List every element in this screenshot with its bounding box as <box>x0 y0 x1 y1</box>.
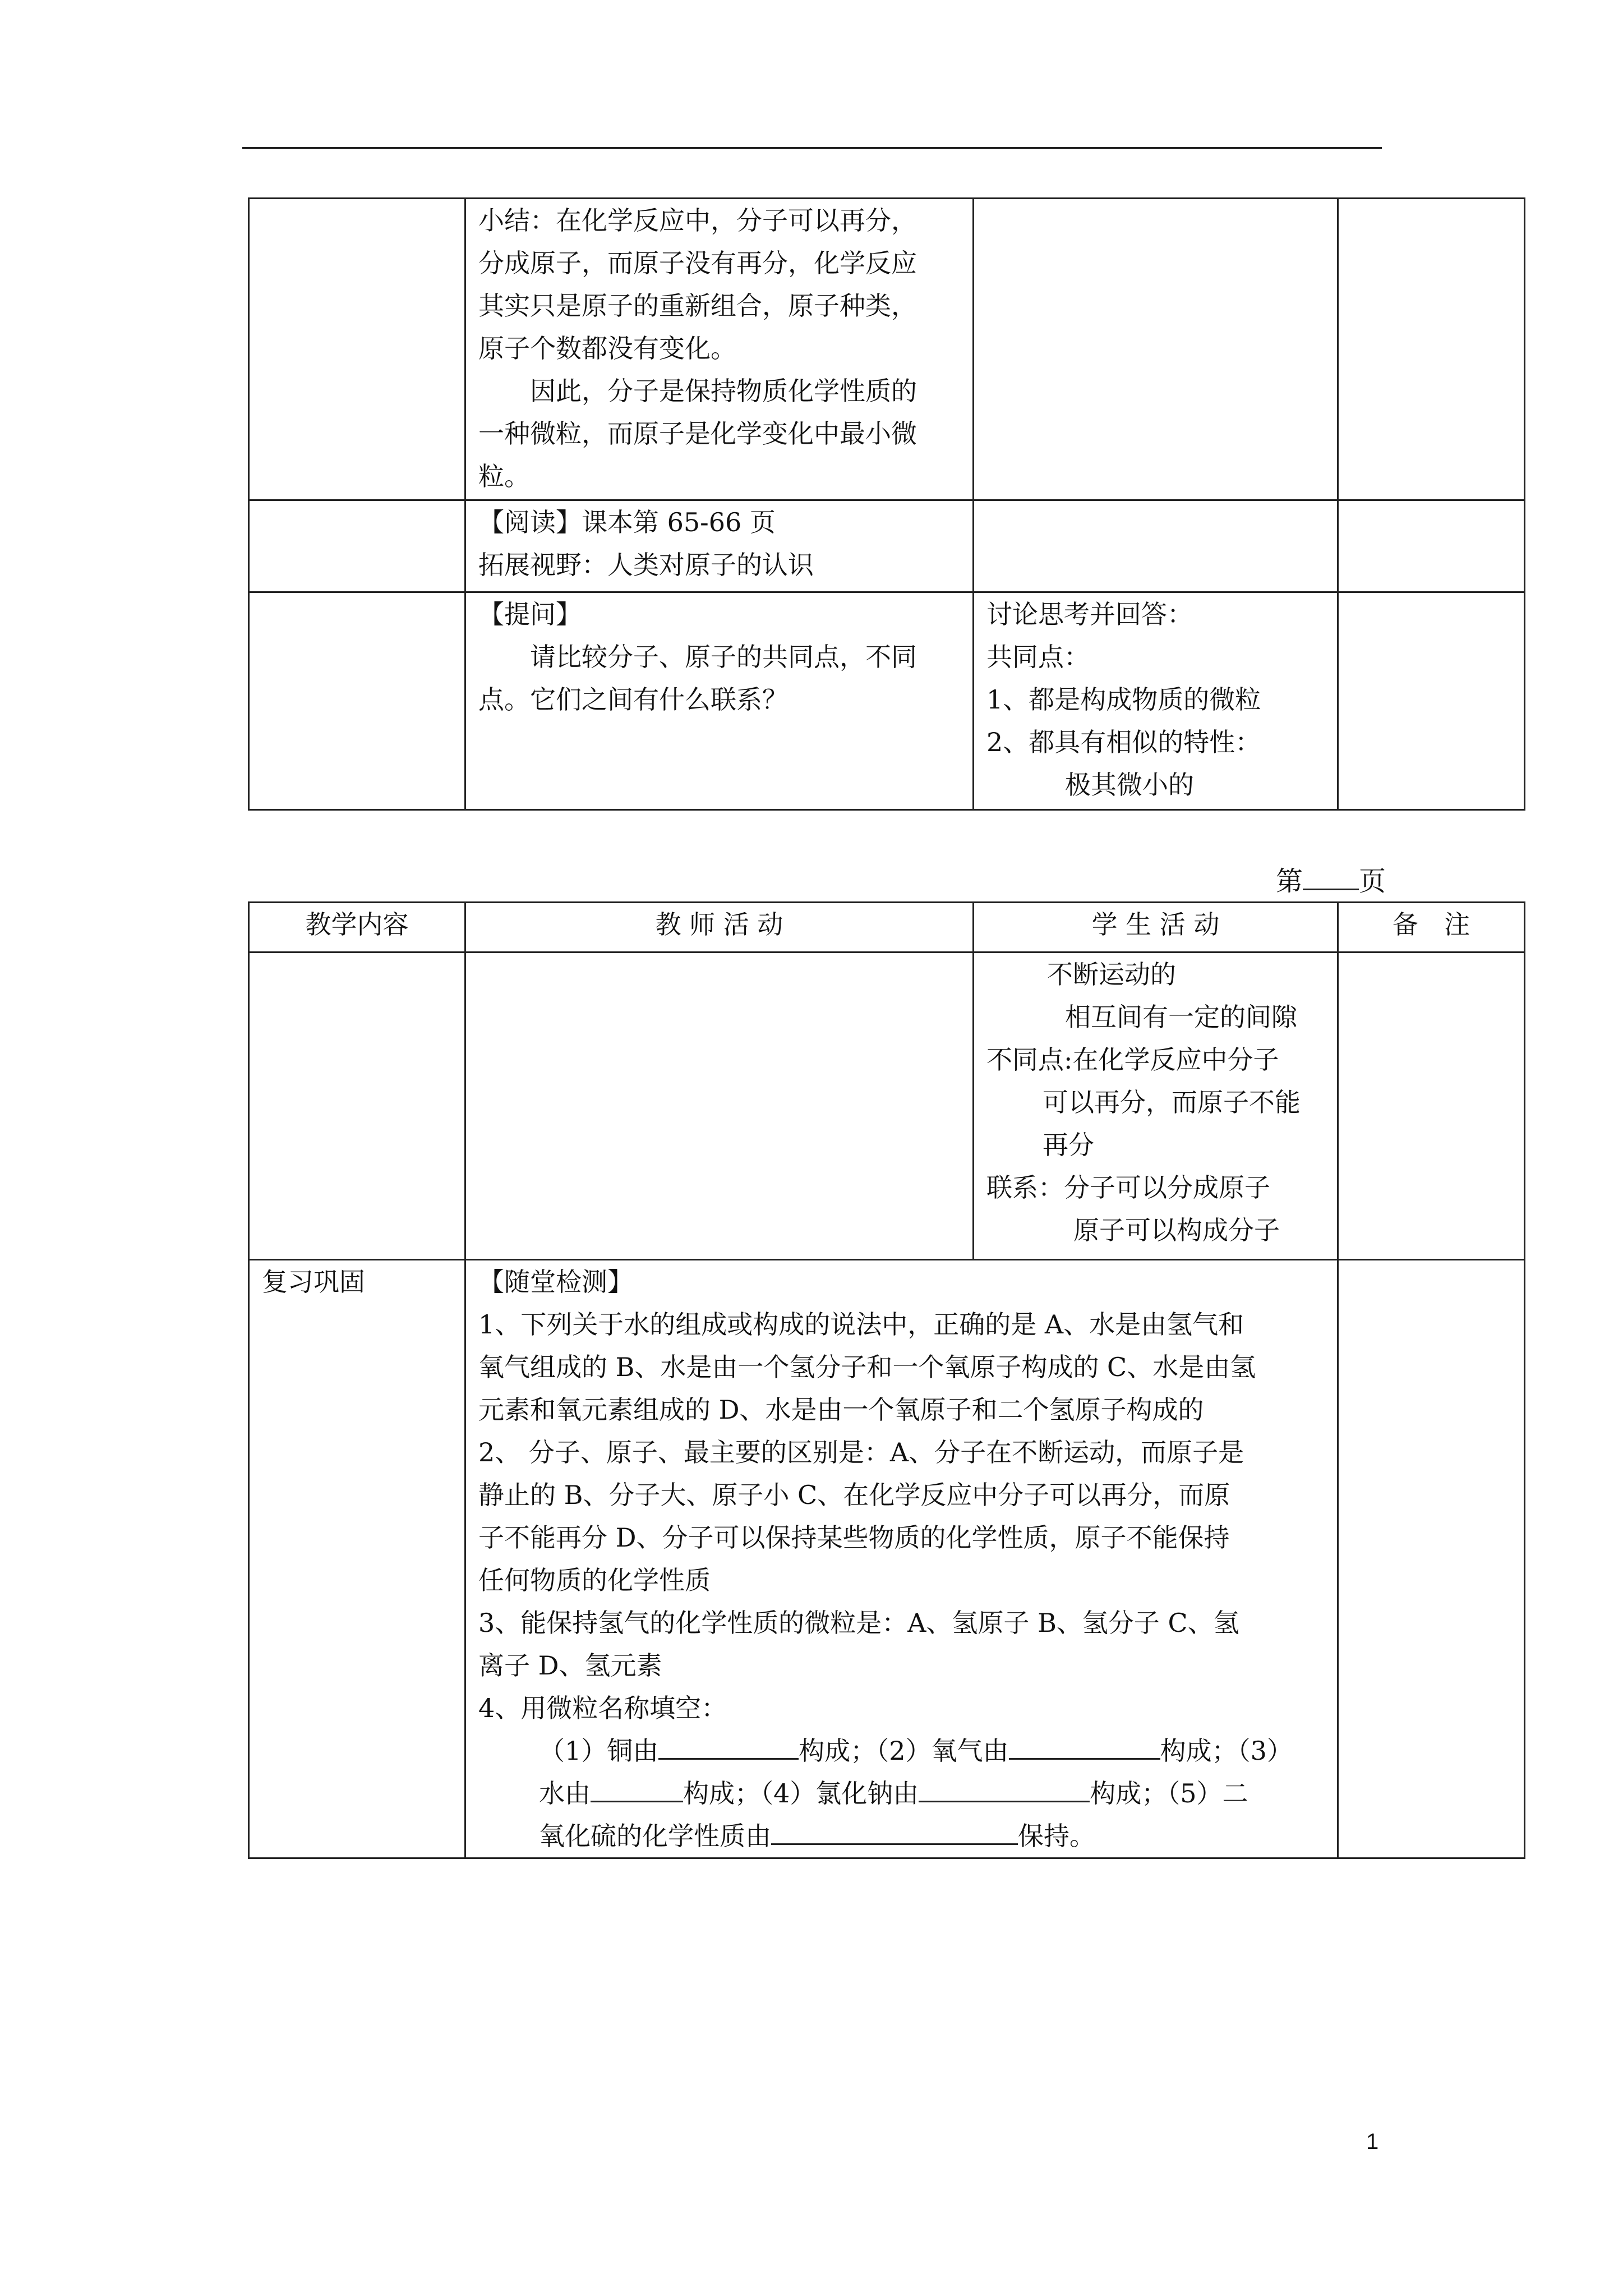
fill-line-2: 水由 构成；（4）氯化钠由 构成；（5）二 <box>539 1778 1248 1809</box>
fill-blank[interactable] <box>591 1778 683 1802</box>
table-row <box>249 199 1525 500</box>
header-teaching-content: 教学内容 <box>249 903 465 953</box>
header-rule <box>242 147 1382 149</box>
teacher-activity-cell: 小结：在化学反应中，分子可以再分， 分成原子，而原子没有再分，化学反应 其实只是原子的重新组合，原子种类， 原子个数都没有变化。 因此，分子是保持物质化学性质的 一种微粒，而原子是化学变化中最小微 粒。 <box>465 199 974 500</box>
lesson-table-continued <box>248 197 1525 811</box>
teacher-activity-cell <box>465 953 974 1260</box>
lesson-table <box>248 901 1525 1859</box>
content-cell <box>249 592 465 810</box>
content-cell <box>249 953 465 1260</box>
fill-blank[interactable] <box>658 1736 799 1760</box>
student-activity-cell: 不断运动的 相互间有一定的间隙 不同点:在化学反应中分子 可以再分，而原子不能 再分 联系：分子可以分成原子 原子可以构成分子 <box>974 953 1338 1260</box>
content-cell <box>249 199 465 500</box>
remarks-cell <box>1338 592 1525 810</box>
page-blank <box>1303 866 1359 890</box>
content-cell <box>249 500 465 592</box>
table-header-row <box>249 903 1525 953</box>
teacher-activity-cell: 【阅读】课本第 65-66 页 拓展视野：人类对原子的认识 <box>465 500 974 592</box>
header-teacher-activity: 教 师 活 动 <box>465 903 974 953</box>
table-row <box>249 953 1525 1260</box>
fill-blank[interactable] <box>771 1821 1018 1845</box>
remarks-cell <box>1338 199 1525 500</box>
page-label: 第 页 <box>1276 866 1386 897</box>
remarks-cell <box>1338 953 1525 1260</box>
header-remarks: 备 注 <box>1338 903 1525 953</box>
remarks-cell <box>1338 500 1525 592</box>
fill-line-3: 氧化硫的化学性质由 保持。 <box>539 1821 1095 1851</box>
remarks-cell <box>1338 1260 1525 1858</box>
table-row <box>249 500 1525 592</box>
fill-blank[interactable] <box>919 1778 1090 1802</box>
table-row <box>249 1260 1525 1858</box>
content-cell: 复习巩固 <box>249 1260 465 1858</box>
teacher-activity-cell: 【提问】 请比较分子、原子的共同点，不同 点。它们之间有什么联系？ <box>465 592 974 810</box>
table-row <box>249 592 1525 810</box>
student-activity-cell <box>974 199 1338 500</box>
student-activity-cell <box>974 500 1338 592</box>
student-activity-cell: 讨论思考并回答： 共同点： 1、都是构成物质的微粒 2、都具有相似的特性： 极其微小的 <box>974 592 1338 810</box>
page-number: 1 <box>1366 2129 1379 2154</box>
fill-line-1: （1）铜由 构成；（2）氧气由 构成；（3） <box>539 1736 1293 1766</box>
header-student-activity: 学 生 活 动 <box>974 903 1338 953</box>
fill-blank[interactable] <box>1009 1736 1160 1760</box>
teacher-activity-cell: 【随堂检测】 1、下列关于水的组成或构成的说法中，正确的是 A、水是由氢气和 氧气组成的 B、水是由一个氢分子和一个氧原子构成的 C、水是由氢 元素和氧元素组成的 D、水是由一个氧原子和二个氢原子构成的 2、 分子、原子、最主要的区别是：A、分子在不断运动，而原子是 静止的 B、分子大、原子小 C、在化学反应中分子可以再分，而原 子不能再分 D、分子可以保持某些物质的化学性质，原子不能保持 任何物质的化学性质 3、能保持氢气的化学性质的微粒是：A、氢原子 B、氢分子 C、氢 离子 D、氢元素 4、用微粒名称填空： （1）铜由 构成；（2）氧气由 构成；（3） 水由 构成；（4）氯化钠由 构成；（5）二 氧化硫的化学性质由 保持。 <box>465 1260 1338 1858</box>
